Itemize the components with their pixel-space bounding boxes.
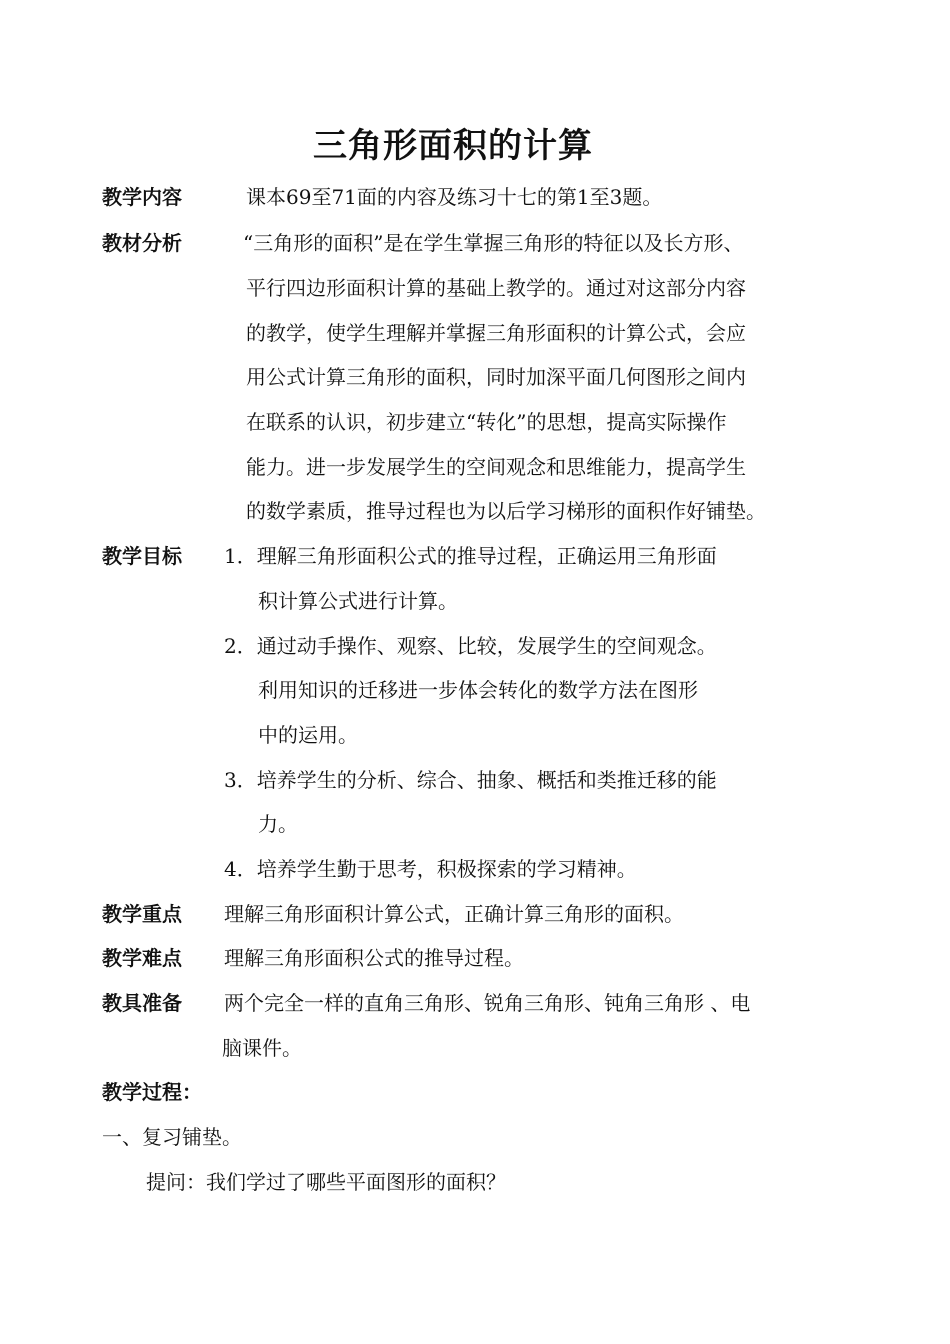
difficulty-label: 教学难点 — [102, 946, 182, 970]
analysis-line: “三角形的面积”是在学生掌握三角形的特征以及长方形、 — [243, 231, 744, 255]
process-label: 教学过程： — [102, 1080, 202, 1104]
page-title: 三角形面积的计算 — [313, 126, 593, 166]
process-section-heading: 一、复习铺垫。 — [102, 1125, 242, 1149]
difficulty-text: 理解三角形面积公式的推导过程。 — [224, 946, 524, 970]
tools-line: 脑课件。 — [222, 1036, 302, 1060]
goal-line: 1．理解三角形面积公式的推导过程，正确运用三角形面 — [224, 544, 717, 568]
focus-text: 理解三角形面积计算公式，正确计算三角形的面积。 — [224, 902, 684, 926]
goal-line: 积计算公式进行计算。 — [258, 589, 458, 613]
goal-line: 力。 — [258, 812, 298, 836]
goal-line: 利用知识的迁移进一步体会转化的数学方法在图形 — [258, 678, 698, 702]
goal-line: 3．培养学生的分析、综合、抽象、概括和类推迁移的能 — [224, 768, 717, 792]
goal-line: 2．通过动手操作、观察、比较，发展学生的空间观念。 — [224, 634, 717, 658]
content-label: 教学内容 — [102, 185, 182, 209]
analysis-line: 的数学素质，推导过程也为以后学习梯形的面积作好铺垫。 — [246, 499, 766, 523]
analysis-line: 能力。进一步发展学生的空间观念和思维能力，提高学生 — [246, 455, 746, 479]
analysis-line: 在联系的认识，初步建立“转化”的思想，提高实际操作 — [246, 410, 727, 434]
process-question: 提问：我们学过了哪些平面图形的面积？ — [146, 1170, 506, 1194]
tools-line: 两个完全一样的直角三角形、锐角三角形、钝角三角形 、电 — [224, 991, 751, 1015]
analysis-line: 平行四边形面积计算的基础上教学的。通过对这部分内容 — [246, 276, 746, 300]
analysis-line: 的教学，使学生理解并掌握三角形面积的计算公式，会应 — [246, 321, 746, 345]
goal-line: 中的运用。 — [258, 723, 358, 747]
goal-line: 4．培养学生勤于思考，积极探索的学习精神。 — [224, 857, 637, 881]
analysis-label: 教材分析 — [102, 231, 182, 255]
tools-label: 教具准备 — [102, 991, 182, 1015]
content-text: 课本69至71面的内容及练习十七的第1至3题。 — [246, 185, 663, 209]
goals-label: 教学目标 — [102, 544, 182, 568]
analysis-line: 用公式计算三角形的面积，同时加深平面几何图形之间内 — [246, 365, 746, 389]
focus-label: 教学重点 — [102, 902, 182, 926]
